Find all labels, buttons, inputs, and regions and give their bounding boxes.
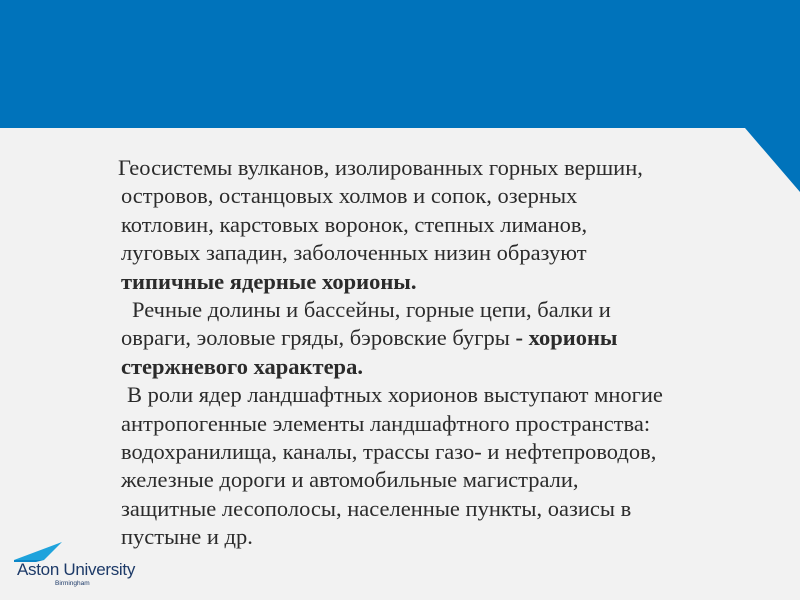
p3-line-6: пустыне и др. <box>121 524 253 550</box>
p1-line-3: котловин, карстовых воронок, степных лиманов, <box>121 211 588 237</box>
p2-line-3: стержневого характера. <box>121 353 363 379</box>
paragraph-3 <box>118 381 768 551</box>
logo-name: Aston University <box>17 560 136 579</box>
p1-bold-line: типичные ядерные хорионы. <box>121 268 417 294</box>
paragraph-2 <box>118 296 768 381</box>
p2-line-2-text: овраги, эоловые гряды, бэровские бугры <box>121 325 510 351</box>
p3-line-3: водохранилища, каналы, трассы газо- и нефтепроводов, <box>121 439 657 465</box>
p1-line-4: луговых западин, заболоченных низин образуют <box>121 240 587 266</box>
slide-body-text <box>118 154 768 552</box>
p2-line-2-bold: - хорионы <box>515 325 618 351</box>
p3-line-4: железные дороги и автомобильные магистрали, <box>121 467 579 493</box>
p2-line-2 <box>118 324 768 352</box>
p3-line-1: В роли ядер ландшафтных хорионов выступают многие <box>127 382 663 408</box>
p1-line-2: островов, останцовых холмов и сопок, озерных <box>121 183 578 209</box>
paragraph-1 <box>118 154 768 296</box>
p1-line-1: Геосистемы вулканов, изолированных горных вершин, <box>118 155 643 180</box>
p3-line-5: защитные лесополосы, населенные пункты, оазисы в <box>121 495 632 521</box>
p2-line-1: Речные долины и бассейны, горные цепи, балки и <box>132 297 611 323</box>
logo-subtitle: Birmingham <box>55 580 90 587</box>
aston-triangle-icon <box>14 540 64 562</box>
p3-line-2: антропогенные элементы ландшафтного пространства: <box>121 410 651 436</box>
